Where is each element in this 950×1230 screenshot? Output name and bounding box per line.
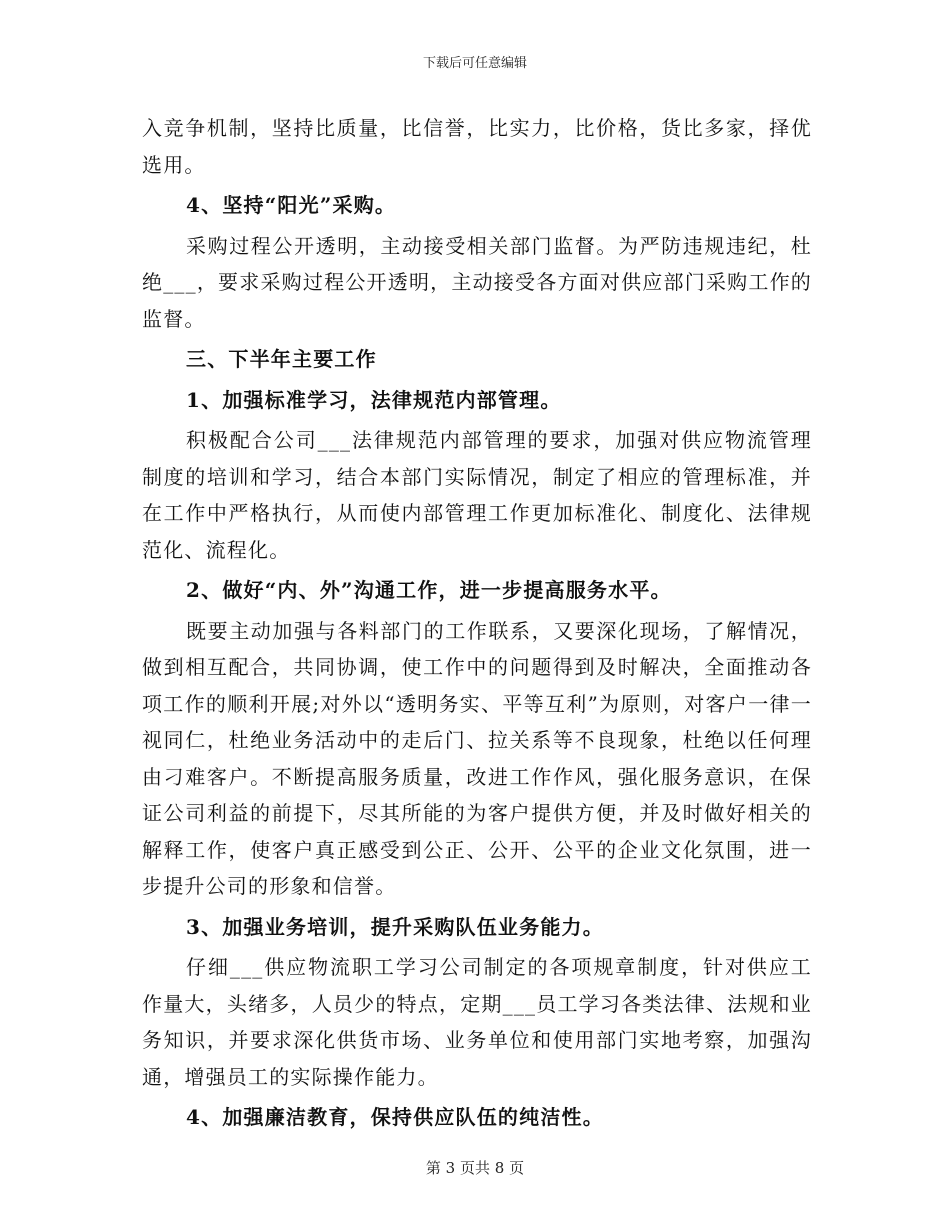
section-heading-standards: 1、加强标准学习，法律规范内部管理。 [186, 387, 562, 412]
section-heading-communication: 2、做好“内、外”沟通工作，进一步提高服务水平。 [186, 578, 672, 602]
paragraph-communication: 既要主动加强与各料部门的工作联系，又要深化现场，了解情况，做到相互配合，共同协调，使工作中的问题得到及时解决，全面推动各项工作的顺利开展;对外以“透明务实、平等互利”为原则，对客户一律一视同仁，杜绝业务活动中的走后门、拉关系等不良现象，杜绝以任何理由刁难客户。不断提高服务质量，改进工作作风，强化服务意识，在保证公司利益的前提下，尽其所能的为客户提供方便，并及时做好相关的解释工作，使客户真正感受到公正、公开、公平的企业文化氛围，进一步提升公司的形象和信誉。 [142, 618, 812, 898]
section-heading-second-half-work: 三、下半年主要工作 [186, 347, 377, 371]
page-footer: 第 3 页共 8 页 [425, 1159, 525, 1177]
section-heading-training: 3、加强业务培训，提升采购队伍业务能力。 [186, 914, 604, 939]
section-heading-integrity: 4、加强廉洁教育，保持供应队伍的纯洁性。 [186, 1105, 604, 1129]
paragraph-continuation: 入竞争机制，坚持比质量，比信誉，比实力，比价格，货比多家，择优选用。 [142, 116, 812, 177]
paragraph-transparency: 采购过程公开透明，主动接受相关部门监督。为严防违规违纪，杜绝___，要求采购过程公开透明，主动接受各方面对供应部门采购工作的监督。 [142, 233, 812, 331]
paragraph-standards: 积极配合公司___法律规范内部管理的要求，加强对供应物流管理制度的培训和学习，结合本部门实际情况，制定了相应的管理标准，并在工作中严格执行，从而使内部管理工作更加标准化、制度化、法律规范化、流程化。 [142, 428, 812, 562]
page-header: 下载后可任意编辑 [422, 56, 527, 71]
paragraph-training: 仔细___供应物流职工学习公司制定的各项规章制度，针对供应工作量大，头绪多，人员少的特点，定期___员工学习各类法律、法规和业务知识，并要求深化供货市场、业务单位和使用部门实地考察，加强沟通，增强员工的实际操作能力。 [142, 955, 812, 1089]
section-heading-sunshine-procurement: 4、坚持“阳光”采购。 [186, 193, 397, 217]
document-body [142, 110, 812, 1140]
